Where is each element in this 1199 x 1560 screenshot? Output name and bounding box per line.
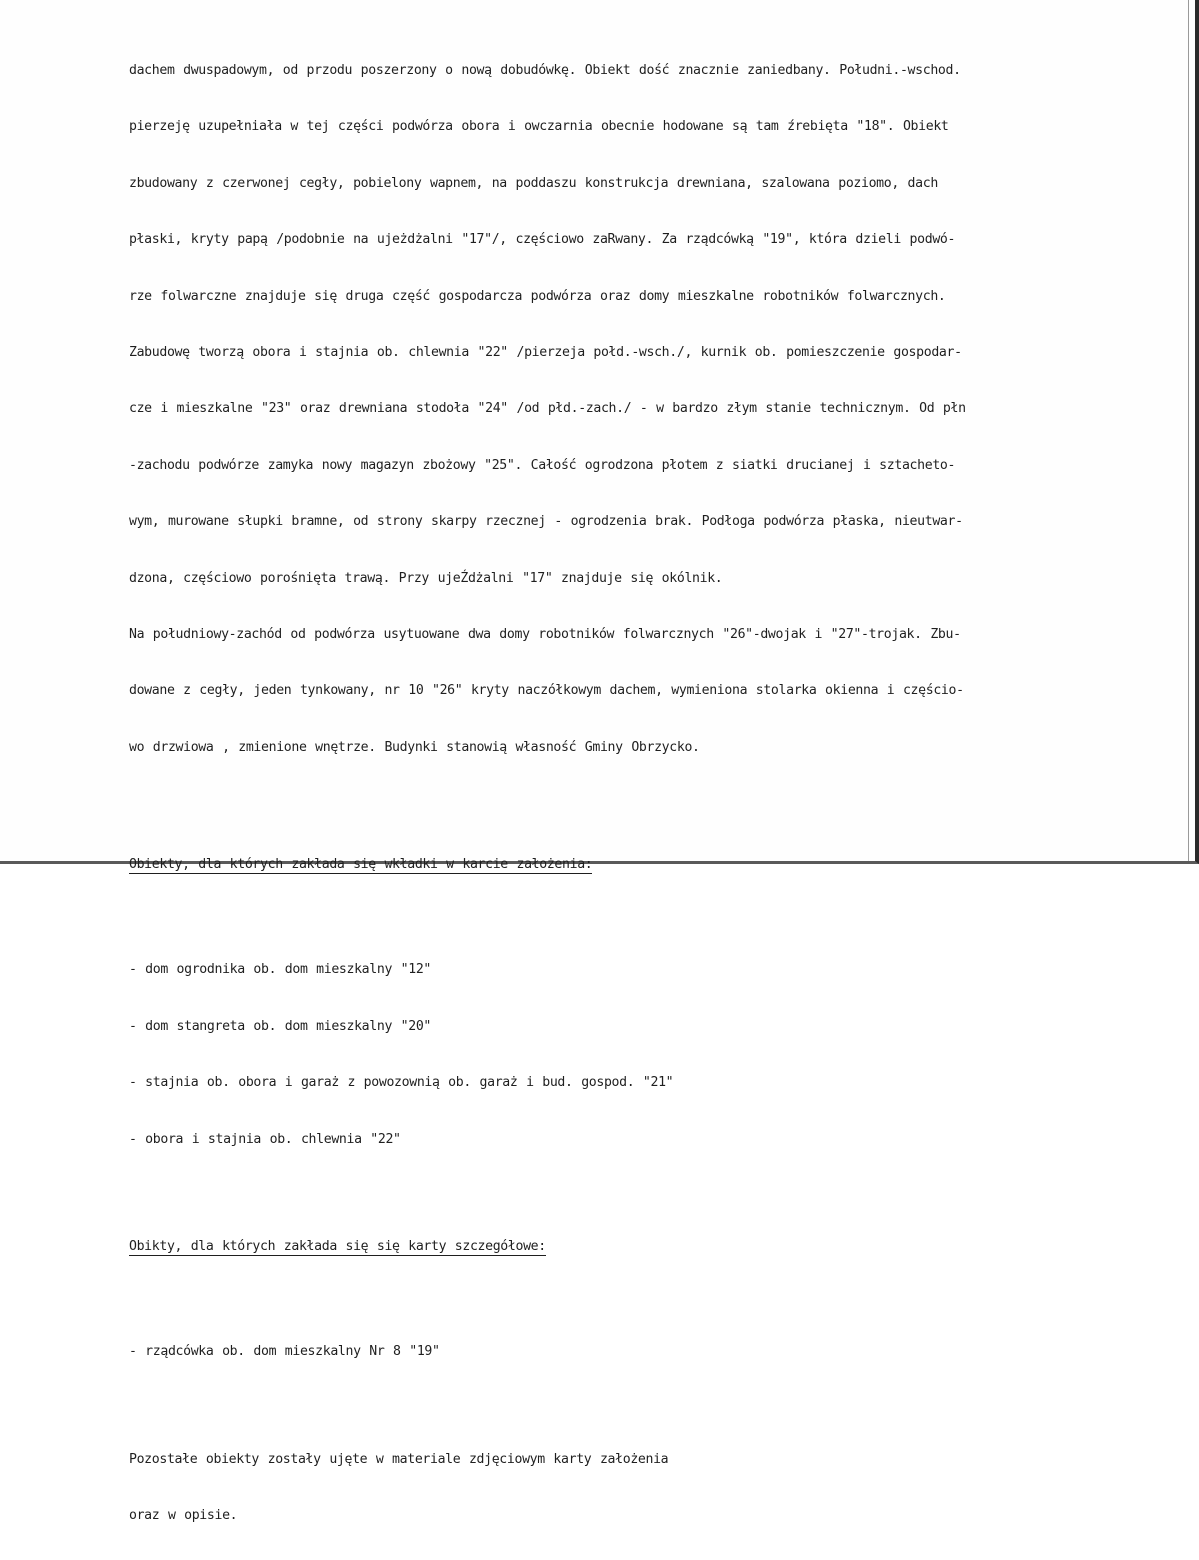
list-item: - stajnia ob. obora i garaż z powozownią ob. garaż i bud. gospod. "21" xyxy=(129,1075,674,1091)
section-heading-wkladki xyxy=(129,852,1169,878)
text-line: dzona, częściowo porośnięta trawą. Przy ujeŹdżalni "17" znajduje się okólnik. xyxy=(129,570,723,586)
text-line: wo drzwiowa , zmienione wnętrze. Budynki stanowią własność Gminy Obrzycko. xyxy=(129,739,700,755)
spacer xyxy=(129,908,1169,912)
list-item: - dom stangreta ob. dom mieszkalny "20" xyxy=(129,1018,431,1034)
text-line: pierzeję uzupełniała w tej części podwórza obora i owczarnia obecnie hodowane są tam źrebięta "18". Obiekt xyxy=(129,119,949,135)
section-heading-karty xyxy=(129,1234,1169,1260)
text-line: -zachodu podwórze zamyka nowy magazyn zbożowy "25". Całość ogrodzona płotem z siatki drucianej i sztacheto- xyxy=(129,457,956,473)
list-item: - obora i stajnia ob. chlewnia "22" xyxy=(129,1131,401,1147)
text-line: Na południowy-zachód od podwórza usytuowane dwa domy robotników folwarcznych "26"-dwojak i "27"-trojak. Zbu- xyxy=(129,626,961,642)
spacer xyxy=(129,806,1169,822)
list-item: - dom ogrodnika ob. dom mieszkalny "12" xyxy=(129,962,431,978)
text-line: dowane z cegły, jeden tynkowany, nr 10 "26" kryty naczółkowym dachem, wymieniona stolarka okienna i częścio- xyxy=(129,683,964,699)
text-line: rze folwarczne znajduje się druga część gospodarcza podwórza oraz domy mieszkalne robotników folwarcznych. xyxy=(129,288,946,304)
text-line: cze i mieszkalne "23" oraz drewniana stodoła "24" /od płd.-zach./ - w bardzo złym stanie technicznym. Od płn xyxy=(129,401,966,417)
heading-text: Obikty, dla których zakłada się się karty szczegółowe: xyxy=(129,1239,546,1255)
spacer xyxy=(129,1198,1169,1204)
text-line: płaski, kryty papą /podobnie na ujeżdżalni "17"/, częściowo zaRwany. Za rządcówką "19", która dzieli podwó- xyxy=(129,232,956,248)
spacer xyxy=(129,1411,1169,1417)
document-body xyxy=(129,28,1169,1560)
spacer xyxy=(129,1290,1169,1294)
list-item: - rządcówka ob. dom mieszkalny Nr 8 "19" xyxy=(129,1344,440,1360)
page-edge-shadow xyxy=(1188,0,1189,861)
heading-text: Obiekty, dla których zakłada się wkładki w karcie założenia: xyxy=(129,857,593,873)
closing-line: oraz w opisie. xyxy=(129,1508,238,1524)
text-line: Zabudowę tworzą obora i stajnia ob. chlewnia "22" /pierzeja połd.-wsch./, kurnik ob. pomieszczenie gospodar- xyxy=(129,344,962,360)
text-line: dachem dwuspadowym, od przodu poszerzony o nową dobudówkę. Obiekt dość znacznie zaniedbany. Południ.-wschod. xyxy=(129,63,961,78)
text-line: zbudowany z czerwonej cegły, pobielony wapnem, na poddaszu konstrukcja drewniana, szalowana poziomo, dach xyxy=(129,175,938,191)
closing-line: Pozostałe obiekty zostały ujęte w materiale zdjęciowym karty założenia xyxy=(129,1451,669,1467)
text-line: wym, murowane słupki bramne, od strony skarpy rzecznej - ogrodzenia brak. Podłoga podwórza płaska, nieutwar- xyxy=(129,514,963,530)
